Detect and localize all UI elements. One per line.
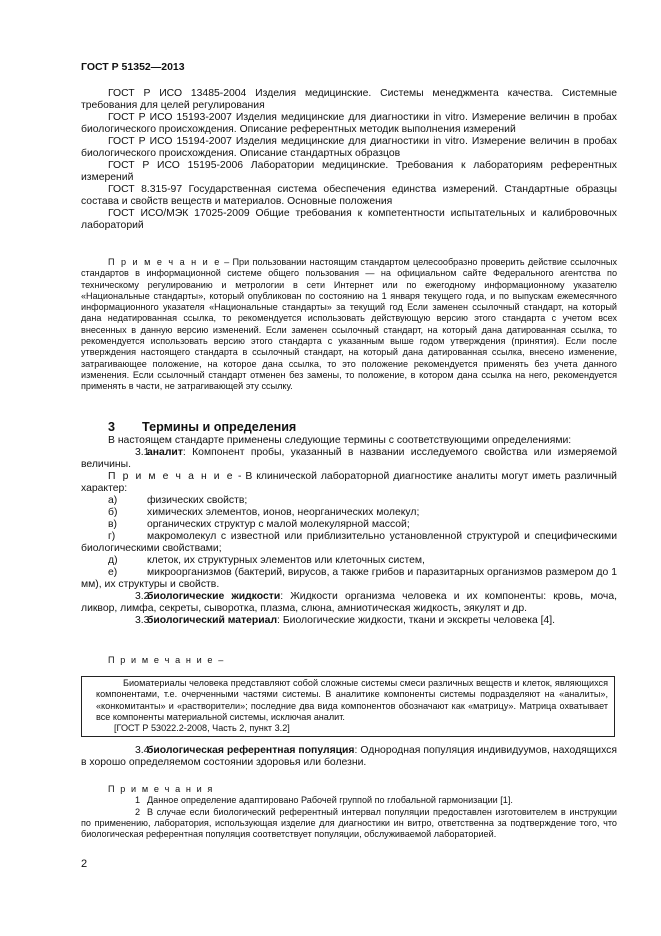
term-name: биологическая референтная популяция bbox=[147, 745, 355, 756]
reference-item: ГОСТ Р ИСО 13485-2004 Изделия медицинские. Системы менеджмента качества. Системные требования для целей регулирования bbox=[81, 88, 617, 111]
term-name: биологические жидкости bbox=[147, 591, 281, 602]
note-text: – При пользовании настоящим стандартом целесообразно проверить действие ссылочных стандартов в информационной системе общего пользования — на официальном сайте Федерального агентства по техническому регулированию и метрологии в сети Интернет или по ежегодному информационному указателю «Национальные стандарты», который опубликован по состоянию на 1 января текущего года, и по выпускам ежемесячного информационного указателя «Национальные стандарты» за текущий год Если заменен ссылочный стандарт, на который дана недатированная ссылка, то рекомендуется использовать действующую версию этого стандарта с учетом всех внесенных в данную версию изменений. Если заменен ссылочный стандарт, на который дана датированная ссылка, то рекомендуется использовать версию этого стандарта с указанным выше годом утверждения (принятия). Если после утверждения настоящего стандарта в ссылочный стандарт, на который дана датированная ссылка, внесено изменение, затрагивающее положение, на которое дана ссылка, то это положение рекомендуется применять без учета данного изменения. Если ссылочный стандарт отменен без замены, то положение, в котором дана ссылка на него, рекомендуется применять в части, не затрагивающей эту ссылку. bbox=[81, 257, 618, 392]
section-intro: В настоящем стандарте применены следующие термины с соответствующими определениями: bbox=[108, 435, 572, 446]
section-number: 3 bbox=[108, 420, 116, 434]
note-label: П р и м е ч а н и е – bbox=[108, 655, 225, 665]
list-item: в) органических структур с малой молекулярной массой; bbox=[108, 519, 410, 530]
list-item: б) химических элементов, ионов, неорганических молекул; bbox=[108, 507, 420, 518]
section-heading bbox=[81, 420, 617, 435]
references-note bbox=[81, 257, 617, 393]
term-3-2: 3.2биологические жидкости: Жидкости организма человека и их компоненты: кровь, моча, ликвор, лимфа, секреты, сыворотка, плазма, слюна, амниотическая жидкость, эякулят и др. bbox=[81, 591, 617, 614]
term-name: биологический материал bbox=[147, 615, 278, 626]
list-item: г) макромолекул с известной или приблизительно установленной структурой и специфическими биологическими свойствами; bbox=[81, 531, 617, 554]
page-number: 2 bbox=[81, 858, 88, 870]
notes-3-4 bbox=[81, 784, 617, 840]
box-text: Биоматериалы человека представляют собой сложные системы смеси различных веществ и клеток, являющихся компонентами, т.е. очерченными частями системы. В аналитике компоненты системы подразделяют на «аналиты», «конкомитанты» и «растворители»; последние два вида компонентов обозначают как «матрицу». Матрица охватывает все компоненты материальной системы, исключая аналит. bbox=[96, 678, 608, 722]
reference-item: ГОСТ 8.315-97 Государственная система обеспечения единства измерений. Стандартные образцы состава и свойств веществ и материалов. Основные положения bbox=[81, 184, 617, 207]
list-item: а) физических свойств; bbox=[108, 495, 248, 506]
reference-item: ГОСТ Р ИСО 15194-2007 Изделия медицинские для диагностики in vitro. Измерение величин в пробах биологического происхождения. Описание стандартных образцов bbox=[81, 136, 617, 159]
reference-item: ГОСТ Р ИСО 15195-2006 Лаборатории медицинские. Требования к лабораториям референтных измерений bbox=[81, 160, 617, 183]
reference-item: ГОСТ Р ИСО 15193-2007 Изделия медицинские для диагностики in vitro. Измерение величин в пробах биологического происхождения. Описание референтных методик выполнения измерений bbox=[81, 112, 617, 135]
term-3-1: 3.1аналит: Компонент пробы, указанный в названии исследуемого свойства или измеряемой величины. bbox=[81, 447, 617, 470]
note-item: 2 В случае если биологический референтный интервал популяции предоставлен изготовителем в инструкции по применению, лаборатория, использующая изделие для диагностики ин витро, ответственна за подтверждение того, что биологическая референтная популяция соответствует популяции, обслуживаемой лабораторией. bbox=[81, 806, 617, 840]
term-name: аналит bbox=[147, 447, 183, 458]
term-3-3: 3.3биологический материал: Биологические жидкости, ткани и экскреты человека [4]. bbox=[135, 615, 556, 626]
section-3 bbox=[81, 420, 617, 627]
document-header: ГОСТ Р 51352—2013 bbox=[81, 61, 185, 73]
references-list bbox=[81, 88, 617, 232]
note-label: П р и м е ч а н и е bbox=[108, 257, 221, 267]
note-3-1: П р и м е ч а н и е - В клинической лабораторной диагностике аналиты могут иметь различный характер: bbox=[81, 471, 617, 494]
note-item: 1 Данное определение адаптировано Рабочей группой по глобальной гармонизации [1]. bbox=[135, 795, 513, 806]
box-reference: [ГОСТ Р 53022.2-2008, Часть 2, пункт 3.2] bbox=[114, 723, 290, 734]
term-3-4: 3.4биологическая референтная популяция: Однородная популяция индивидуумов, находящихся в хорошо определяемом состоянии здоровья или болезни. bbox=[81, 745, 617, 768]
note-3-3 bbox=[81, 655, 617, 666]
list-item: д) клеток, их структурных элементов или клеточных систем, bbox=[108, 555, 425, 566]
term-3-4-block bbox=[81, 745, 617, 769]
definition-box bbox=[81, 676, 615, 737]
reference-item: ГОСТ ИСО/МЭК 17025-2009 Общие требования к компетентности испытательных и калибровочных лабораторий bbox=[81, 208, 617, 231]
list-item: е) микроорганизмов (бактерий, вирусов, а также грибов и паразитарных организмов размером до 1 мм), их структуры и свойств. bbox=[81, 567, 617, 590]
section-title: Термины и определения bbox=[142, 420, 297, 434]
notes-label: П р и м е ч а н и я bbox=[108, 784, 214, 794]
